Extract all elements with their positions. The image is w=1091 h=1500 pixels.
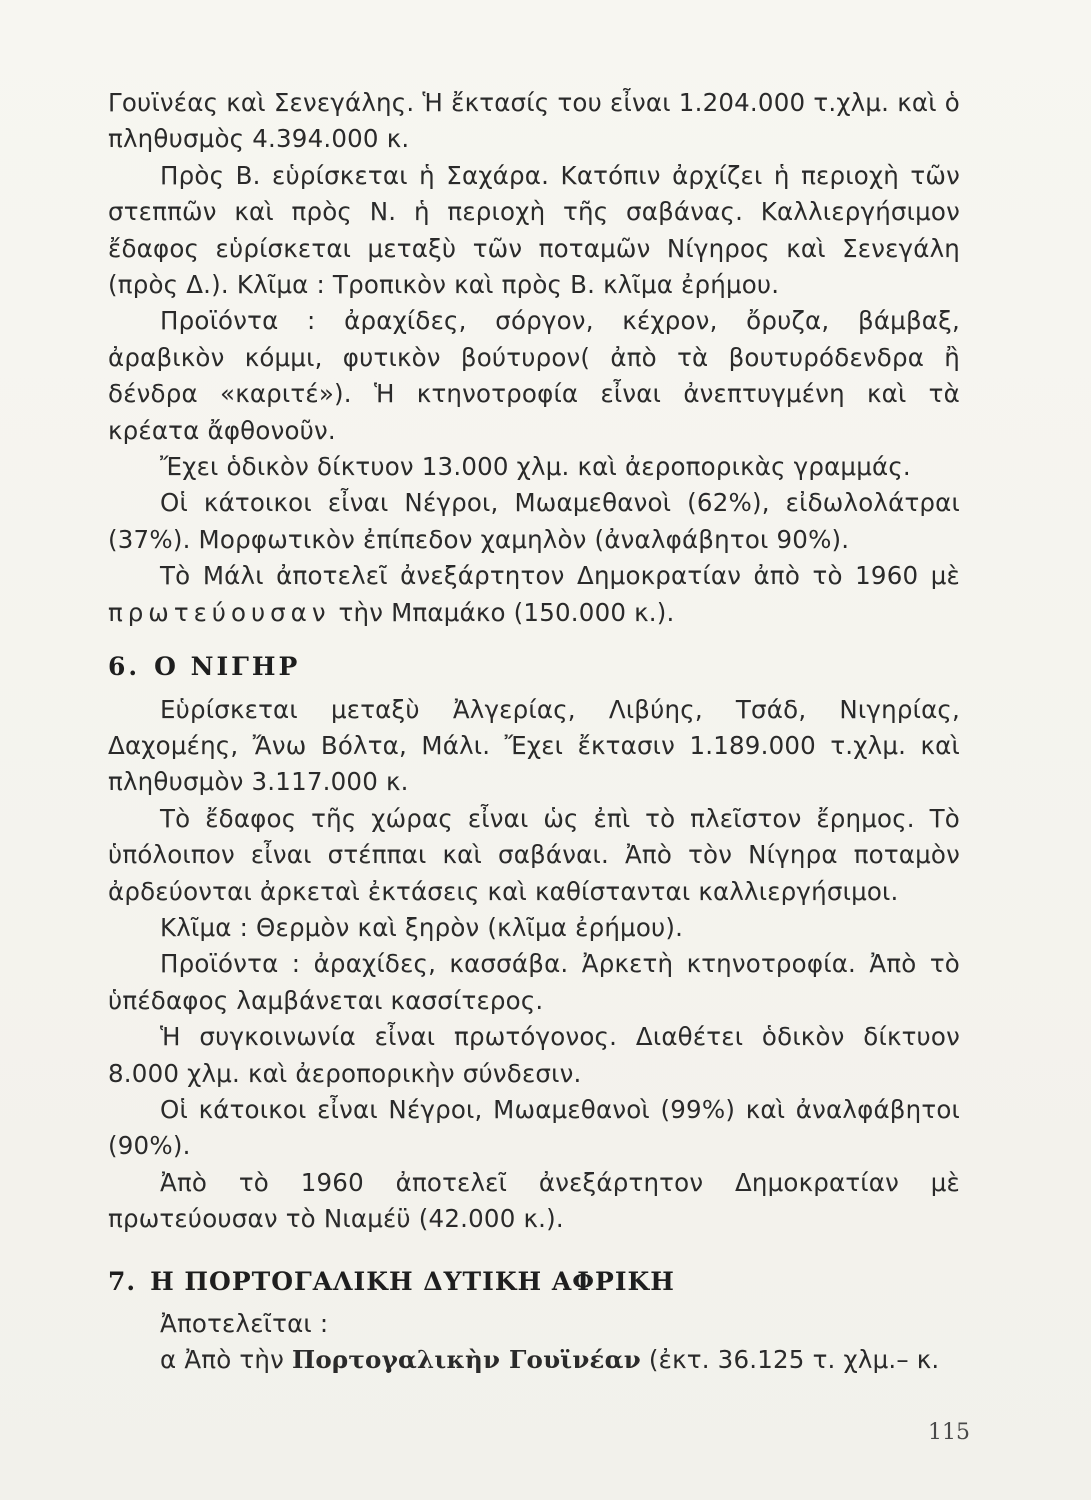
niger-independence-paragraph: Ἀπὸ τὸ 1960 ἀποτελεῖ ἀνεξάρτητον Δημοκρατίαν μὲ πρωτεύουσαν τὸ Νιαμέϋ (42.000 κ.). <box>108 1167 960 1234</box>
consists-label: Ἀποτελεῖται : <box>160 1309 329 1338</box>
item-a-suffix: (ἐκτ. 36.125 τ. χλμ.– κ. <box>648 1345 940 1375</box>
niger-terrain-paragraph: Τὸ ἔδαφος τῆς χώρας εἶναι ὡς ἐπὶ τὸ πλεῖστον ἔρημος. Τὸ ὑπόλοιπον εἶναι στέππαι καὶ σαβάναι. Ἀπὸ τὸν Νίγηρα ποταμὸν ἀρδεύονται ἀρκεταὶ ἐκτάσεις καὶ καθίστανται καλλιεργήσιμοι. <box>108 803 960 906</box>
section-7-number: 7. <box>108 1266 137 1296</box>
capital-word-spaced: πρωτεύουσαν <box>108 597 331 627</box>
niger-location-paragraph: Εὑρίσκεται μεταξὺ Ἀλγερίας, Λιβύης, Τσάδ, Νιγηρίας, Δαχομέης, Ἄνω Βόλτα, Μάλι. Ἔχει ἔκτασιν 1.189.000 τ.χλμ. καὶ πληθυσμὸν 3.117.000 κ. <box>108 694 960 797</box>
section-6-heading <box>108 649 960 685</box>
section-7-heading <box>108 1264 960 1300</box>
niger-products-paragraph: Προϊόντα : ἀραχίδες, κασσάβα. Ἀρκετὴ κτηνοτροφία. Ἀπὸ τὸ ὑπέδαφος λαμβάνεται κασσίτερος. <box>108 949 960 1015</box>
portuguese-guinea-name: Πορτογαλικὴν Γουϊνέαν <box>292 1345 641 1375</box>
item-a-prefix: α Ἀπὸ τὴν <box>160 1345 284 1375</box>
section-7-title: Η ΠΟΡΤΟΓΑΛΙΚΗ ΔΥΤΙΚΗ ΑΦΡΙΚΗ <box>150 1266 675 1296</box>
intro-population-paragraph: Οἱ κάτοικοι εἶναι Νέγροι, Μωαμεθανοὶ (62%), εἰδωλολάτραι (37%). Μορφωτικὸν ἐπίπεδον χαμηλὸν (ἀναλφάβητοι 90%). <box>108 488 960 554</box>
section-6-title: Ο ΝΙΓΗΡ <box>154 652 301 682</box>
intro-area-paragraph: Γουϊνέας καὶ Σενεγάλης. Ἡ ἔκτασίς του εἶναι 1.204.000 τ.χλμ. καὶ ὁ πληθυσμὸς 4.394.000 κ. <box>108 88 960 154</box>
intro-roads-paragraph: Ἔχει ὁδικὸν δίκτυον 13.000 χλμ. καὶ ἀεροπορικὰς γραμμάς. <box>160 452 911 482</box>
intro-products-paragraph: Προϊόντα : ἀραχίδες, σόργον, κέχρον, ὄρυζα, βάμβαξ, ἀραβικὸν κόμμι, φυτικὸν βούτυρον( ἀπὸ τὰ βουτυρόδενδρα ἢ δένδρα «καριτέ»). Ἡ κτηνοτροφία εἶναι ἀνεπτυγμένη καὶ τὰ κρέατα ἄφθονοῦν. <box>108 306 960 445</box>
niger-population-paragraph: Οἱ κάτοικοι εἶναι Νέγροι, Μωαμεθανοὶ (99%) καὶ ἀναλφάβητοι (90%). <box>108 1094 960 1161</box>
intro-independence-paragraph <box>108 558 960 631</box>
niger-climate-paragraph: Κλῖμα : Θερμὸν καὶ ξηρὸν (κλῖμα ἐρήμου). <box>160 912 684 942</box>
text-column <box>108 85 960 1379</box>
independence-text-start: Τὸ Μάλι ἀποτελεῖ ἀνεξάρτητον Δημοκρατίαν ἀπὸ τὸ 1960 μὲ <box>160 561 960 591</box>
intro-location-paragraph: Πρὸς Β. εὑρίσκεται ἡ Σαχάρα. Κατόπιν ἀρχίζει ἡ περιοχὴ τῶν στεππῶν καὶ πρὸς Ν. ἡ περιοχὴ τῆς σαβάνας. Καλλιεργήσιμον ἔδαφος εὑρίσκεται μεταξὺ τῶν ποταμῶν Νίγηρος καὶ Σενεγάλη (πρὸς Δ.). Κλῖμα : Τροπικὸν καὶ πρὸς Β. κλῖμα ἐρήμου. <box>108 160 960 300</box>
niger-transport-paragraph: Ἡ συγκοινωνία εἶναι πρωτόγονος. Διαθέτει ὁδικὸν δίκτυον 8.000 χλμ. καὶ ἀεροπορικὴν σύνδεσιν. <box>108 1022 960 1088</box>
page-number: 115 <box>928 1420 970 1445</box>
section-6-number: 6. <box>108 652 141 682</box>
independence-text-end: τὴν Μπαμάκο (150.000 κ.). <box>338 597 675 627</box>
item-a-line <box>108 1342 960 1378</box>
